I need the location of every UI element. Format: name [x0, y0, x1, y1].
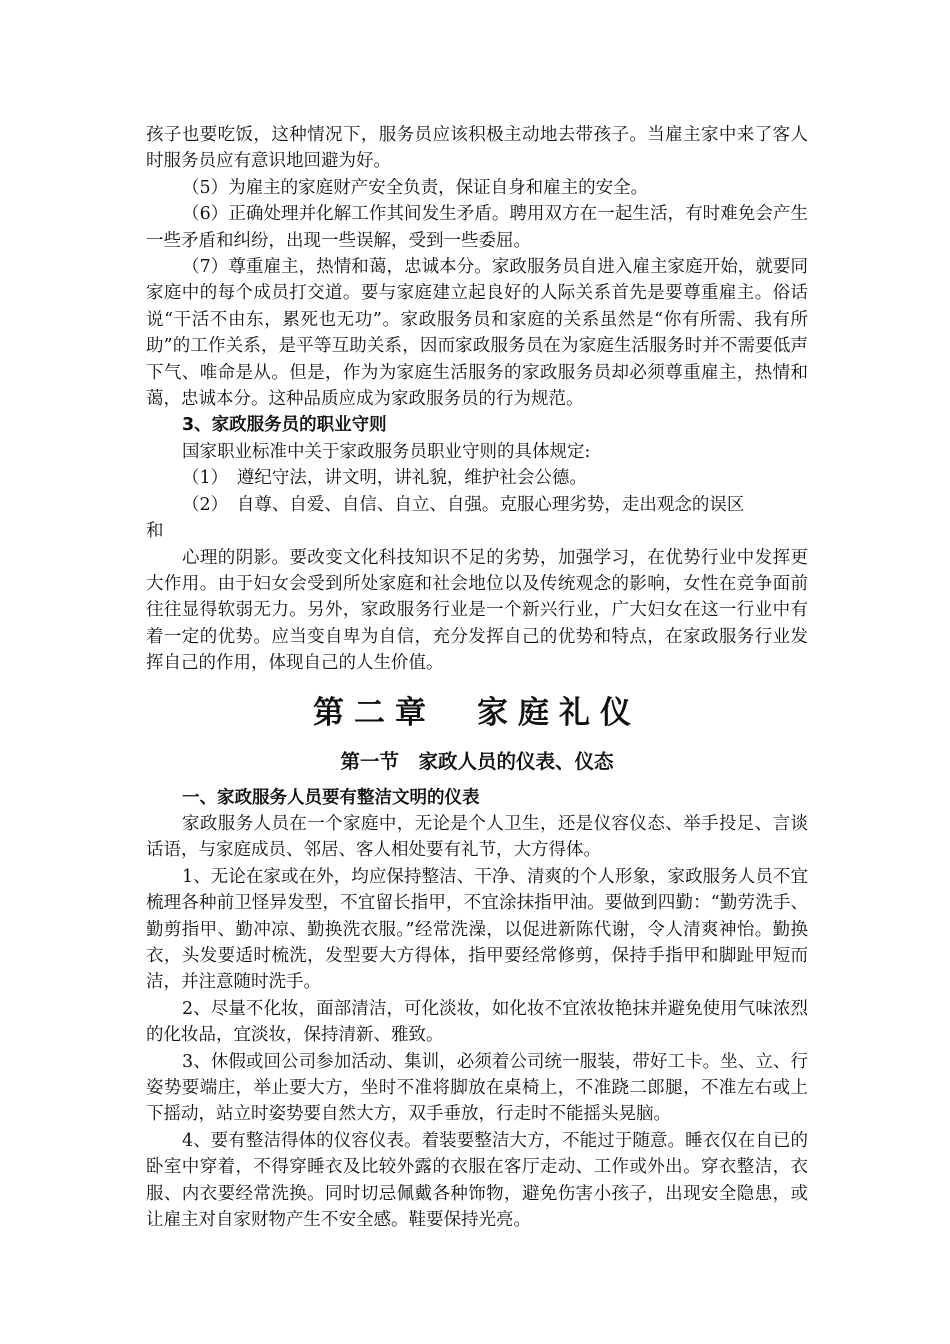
section-title: 第一节 家政人员的仪表、仪态 [340, 749, 614, 773]
rule-item: （2） 自尊、自爱、自信、自立、自强。克服心理劣势，走出观念的误区 [182, 494, 745, 515]
paragraph: （6）正确处理并化解工作其间发生矛盾。聘用双方在一起生活，有时难免会产生一些矛盾和纠纷，出现一些误解，受到一些委屈。 [146, 204, 808, 251]
paragraph: 家政服务人员在一个家庭中，无论是个人卫生，还是仪容仪态、举手投足、言谈话语，与家庭成员、邻居、客人相处要有礼节，大方得体。 [146, 813, 808, 861]
chapter-title: 第二章 家庭礼仪 [313, 694, 641, 731]
paragraph: 3、休假或回公司参加活动、集训，必须着公司统一服装，带好工卡。坐、立、行姿势要端庄，举止要大方，坐时不准将脚放在桌椅上，不准跷二郎腿，不准左右或上下摇动，站立时姿势要自然大方，双手垂放，行走时不能摇头晃脑。 [146, 1051, 808, 1125]
paragraph: 4、要有整洁得体的仪容仪表。着装要整洁大方，不能过于随意。睡衣仅在自已的卧室中穿着，不得穿睡衣及比较外露的衣服在客厅走动、工作或外出。穿衣整洁，衣服、内衣要经常洗换。同时切忌佩戴各种饰物，避免伤害小孩子，出现安全隐患，或让雇主对自家财物产生不安全感。鞋要保持光亮。 [146, 1130, 808, 1231]
paragraph: 和 [146, 521, 164, 542]
document-page [146, 122, 808, 1233]
paragraph: 国家职业标准中关于家政服务员职业守则的具体规定: [182, 441, 591, 462]
subheading-professional-rules: 3、家政服务员的职业守则 [182, 415, 387, 436]
paragraph: 2、尽量不化妆，面部清洁，可化淡妆，如化妆不宜浓妆艳抹并避免使用气味浓烈的化妆品，宜淡妆，保持清新、雅致。 [146, 998, 808, 1046]
rule-item: （1） 遵纪守法，讲文明，讲礼貌，维护社会公德。 [182, 468, 587, 489]
paragraph: 孩子也要吃饭，这种情况下，服务员应该积极主动地去带孩子。当雇主家中来了客人时服务员应有意识地回避为好。 [146, 125, 808, 172]
paragraph: （5）为雇主的家庭财产安全负责，保证自身和雇主的安全。 [182, 177, 649, 198]
paragraph: 1、无论在家或在外，均应保持整洁、干净、清爽的个人形象，家政服务人员不宜梳理各种前卫怪异发型，不宜留长指甲，不宜涂抹指甲油。要做到四勤：“勤劳洗手、勤剪指甲、勤冲凉、勤换洗衣服。”经常洗澡，以促进新陈代谢，令人清爽神怡。勤换衣，头发要适时梳洗，发型要大方得体，指甲要经常修剪，保持手指甲和脚趾甲短而洁，并注意随时洗手。 [146, 866, 808, 993]
paragraph: （7）尊重雇主，热情和蔼，忠诚本分。家政服务员自进入雇主家庭开始，就要同家庭中的每个成员打交道。要与家庭建立起良好的人际关系首先是要尊重雇主。俗话说“干活不由东，累死也无功”。家政服务员和家庭的关系虽然是“你有所需、我有所助”的工作关系，是平等互助关系，因而家政服务员在为家庭生活服务时并不需要低声下气、唯命是从。但是，作为为家庭生活服务的家政服务员却必须尊重雇主，热情和蔼，忠诚本分。这种品质应成为家政服务员的行为规范。 [146, 257, 808, 410]
paragraph: 心理的阴影。要改变文化科技知识不足的劣势，加强学习，在优势行业中发挥更大作用。由于妇女会受到所处家庭和社会地位以及传统观念的影响，女性在竞争面前往往显得软弱无力。另外，家政服务行业是一个新兴行业，广大妇女在这一行业中有着一定的优势。应当变自卑为自信，充分发挥自己的优势和特点，在家政服务行业发挥自己的作用，体现自己的人生价值。 [146, 547, 808, 674]
subheading-appearance: 一、家政服务人员要有整洁文明的仪表 [182, 787, 480, 808]
